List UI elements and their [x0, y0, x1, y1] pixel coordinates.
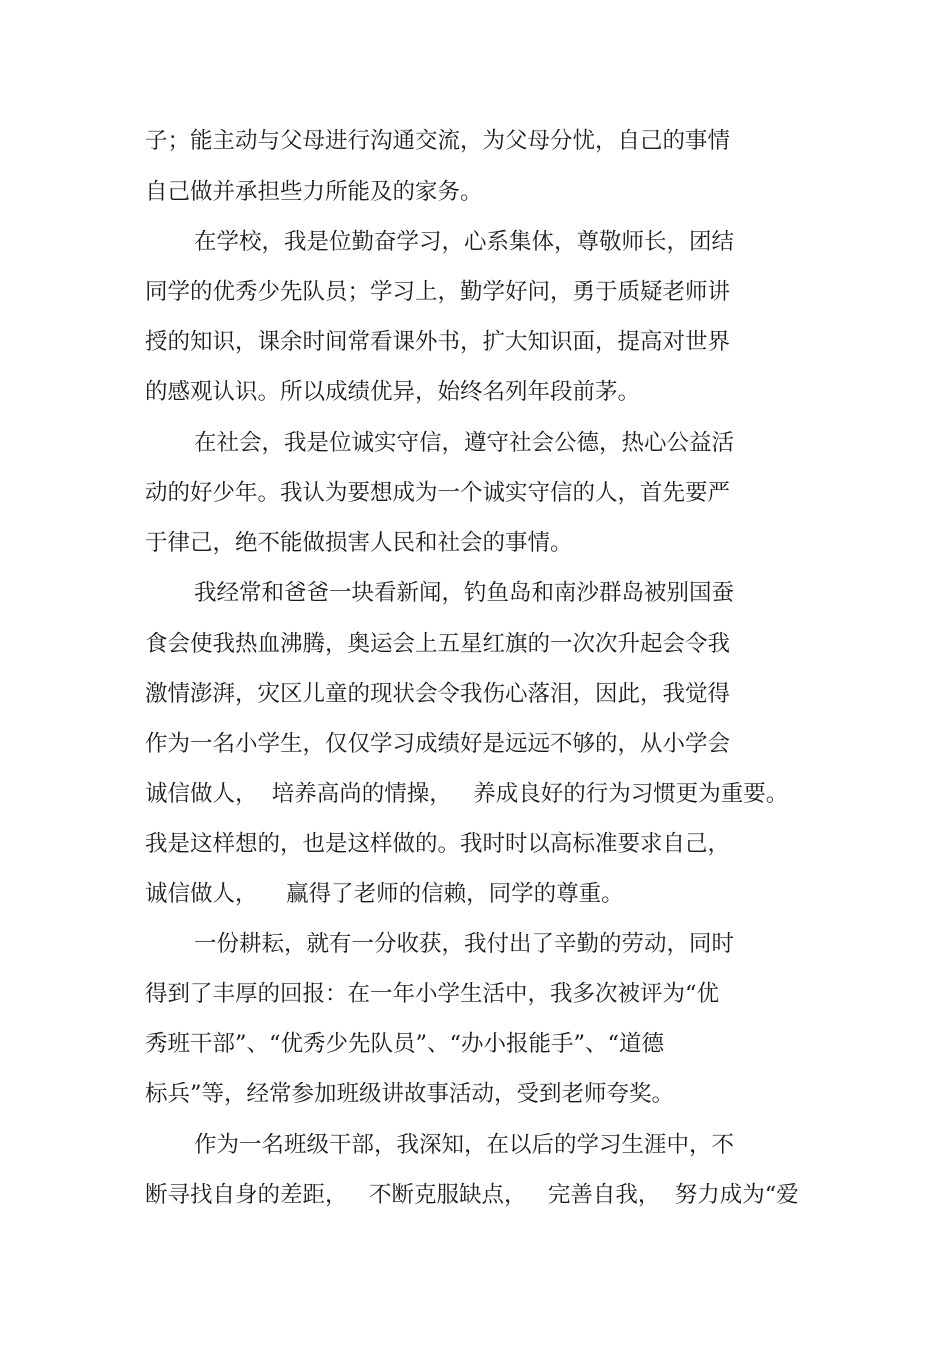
text-line: 自己做并承担些力所能及的家务。	[145, 179, 483, 205]
paragraph-start-line: 作为一名班级干部，我深知，在以后的学习生涯中，不	[194, 1132, 735, 1158]
text-line: 作为一名小学生，仅仅学习成绩好是远远不够的，从小学会	[145, 731, 731, 757]
text-line: 诚信做人， 赢得了老师的信赖，同学的尊重。	[145, 881, 624, 907]
text-line: 标兵”等，经常参加班级讲故事活动，受到老师夸奖。	[145, 1081, 675, 1107]
paragraph-start-line: 我经常和爸爸一块看新闻，钓鱼岛和南沙群岛被别国蚕	[194, 580, 735, 606]
paragraph-start-line: 在社会，我是位诚实守信，遵守社会公德，热心公益活	[194, 430, 735, 456]
text-line: 断寻找自身的差距， 不断克服缺点， 完善自我， 努力成为“爱	[145, 1182, 799, 1208]
text-line: 子；能主动与父母进行沟通交流，为父母分忧，自己的事情	[145, 128, 731, 154]
text-line: 授的知识，课余时间常看课外书，扩大知识面，提高对世界	[145, 329, 731, 355]
text-line: 于律己，绝不能做损害人民和社会的事情。	[145, 530, 573, 556]
text-line: 得到了丰厚的回报：在一年小学生活中，我多次被评为“优	[145, 981, 720, 1007]
text-line: 秀班干部”、“优秀少先队员”、“办小报能手”、“道德	[145, 1031, 665, 1057]
paragraph-start-line: 在学校，我是位勤奋学习，心系集体，尊敬师长，团结	[194, 229, 735, 255]
text-line: 同学的优秀少先队员；学习上，勤学好问，勇于质疑老师讲	[145, 279, 731, 305]
text-line: 我是这样想的，也是这样做的。我时时以高标准要求自己，	[145, 831, 731, 857]
text-line: 食会使我热血沸腾，奥运会上五星红旗的一次次升起会令我	[145, 631, 731, 657]
paragraph-start-line: 一份耕耘，就有一分收获，我付出了辛勤的劳动，同时	[194, 931, 735, 957]
text-line: 诚信做人， 培养高尚的情操， 养成良好的行为习惯更为重要。	[145, 781, 789, 807]
text-line: 动的好少年。我认为要想成为一个诚实守信的人，首先要严	[145, 480, 731, 506]
text-line: 的感观认识。所以成绩优异，始终名列年段前茅。	[145, 379, 641, 405]
text-line: 激情澎湃，灾区儿童的现状会令我伤心落泪，因此，我觉得	[145, 681, 731, 707]
